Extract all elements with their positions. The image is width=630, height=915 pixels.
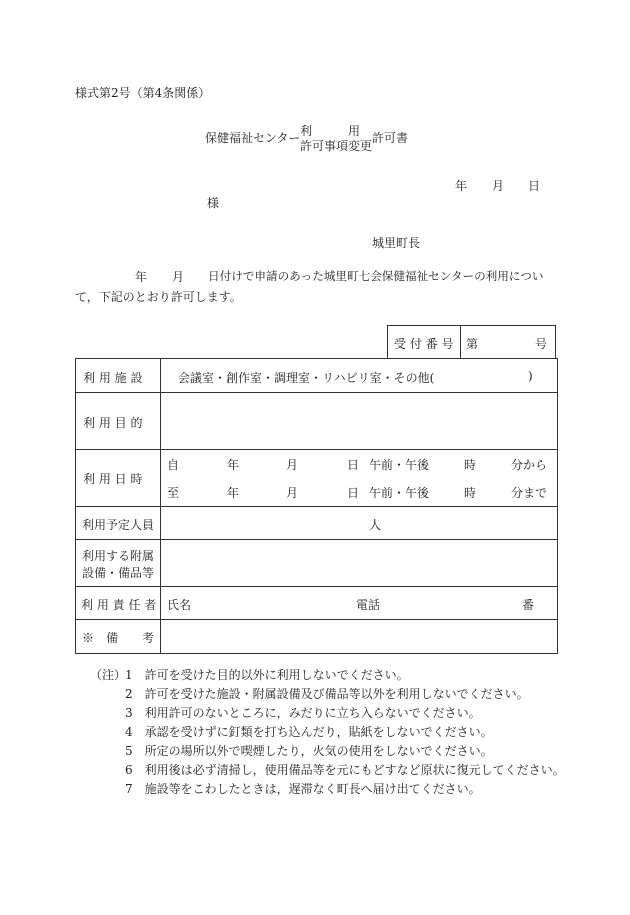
note-item-3 [125,704,481,721]
to-minute: 分まで [511,486,548,500]
notes-heading: （注） [90,668,127,682]
datetime-row [76,450,558,507]
form-number: 様式第2号（第4条関係） [75,86,211,100]
receipt-number-box [387,325,556,359]
title-option-change: 許可事項変更 [300,139,373,153]
facility-row [76,359,558,393]
to-year: 年 [227,486,240,500]
note-item-4 [125,723,493,740]
responsible-label: 利 用 責 任 者 [81,598,157,612]
note-text: 許可を受けた施設・附属設備及び備品等以外を利用しないでください。 [144,687,529,701]
equipment-label-line1: 利用する附属 [82,549,155,563]
body-year: 年 [135,270,148,284]
from-minute: 分から [511,458,548,472]
title-option-use: 利 用 [300,124,361,138]
people-row [76,507,558,540]
facility-label: 利 用 施 設 [83,371,143,385]
note-number: 3 [125,706,133,720]
note-item-5 [125,742,493,759]
purpose-row [76,393,558,450]
body-line1: 日付けで申請のあった城里町七会保健福祉センターの利用につい [208,269,544,283]
note-number: 2 [125,687,133,701]
addressee-suffix: 様 [207,196,220,210]
to-mark: 至 [167,486,180,500]
issuer-name: 城里町長 [372,236,421,250]
from-day: 日 [347,458,360,472]
receipt-prefix: 第 [466,337,479,351]
note-number: 4 [125,725,133,739]
receipt-suffix: 号 [534,337,547,351]
from-year: 年 [227,458,240,472]
note-item-1 [125,666,409,683]
equipment-field[interactable] [161,540,558,587]
people-unit: 人 [369,518,382,532]
from-hour: 時 [464,458,477,472]
receipt-number-field[interactable] [461,326,556,359]
purpose-label: 利 用 目 的 [83,416,143,430]
to-ampm: 午前・午後 [369,486,430,500]
datetime-field[interactable] [161,450,558,507]
remarks-field[interactable] [161,620,558,654]
datetime-label: 利 用 日 時 [83,472,143,486]
note-item-6 [125,761,565,778]
people-label: 利用予定人員 [82,518,155,532]
to-day: 日 [347,486,360,500]
responsible-row [76,587,558,620]
date-day: 日 [528,179,541,193]
date-month: 月 [492,179,505,193]
note-number: 6 [125,763,133,777]
from-mark: 自 [167,458,180,472]
note-number: 1 [125,668,133,682]
facility-options: 会議室・創作室・調理室・リハビリ室・その他( [178,371,435,385]
from-ampm: 午前・午後 [369,458,430,472]
responsible-number-suffix: 番 [522,598,535,612]
note-text: 施設等をこわしたときは，遅滞なく町長へ届け出てください。 [144,782,481,796]
note-text: 承認を受けずに釘類を打ち込んだり，貼紙をしないでください。 [144,725,493,739]
receipt-label-cell [388,326,461,359]
note-text: 許可を受けた目的以外に利用しないでください。 [144,668,409,682]
equipment-label-line2: 設備・備品等 [82,566,155,580]
responsible-field[interactable] [161,587,558,620]
people-field[interactable] [161,507,558,540]
date-year: 年 [455,179,468,193]
note-number: 7 [125,782,133,796]
receipt-label: 受 付 番 号 [394,337,454,351]
purpose-field[interactable] [161,393,558,450]
note-text: 利用後は必ず清掃し，使用備品等を元にもどすなど原状に復元してください。 [144,763,565,777]
note-text: 所定の場所以外で喫煙したり，火気の使用をしないでください。 [144,744,493,758]
to-month: 月 [286,486,299,500]
body-line2: て，下記のとおり許可します。 [75,290,242,304]
to-hour: 時 [464,486,477,500]
responsible-name-label: 氏名 [167,598,192,612]
body-month: 月 [172,270,185,284]
facility-close-paren: ) [528,369,533,383]
note-item-2 [125,685,529,702]
note-item-7 [125,780,481,797]
equipment-row [76,540,558,587]
responsible-phone-label: 電話 [356,598,381,612]
title-prefix: 保健福祉センター [205,131,301,145]
note-text: 利用許可のないところに，みだりに立ち入らないでください。 [144,706,481,720]
usage-details-table [75,358,558,654]
from-month: 月 [286,458,299,472]
facility-field[interactable] [161,359,558,393]
title-suffix: 許可書 [372,131,409,145]
remarks-label: ※ 備 考 [82,631,155,645]
note-number: 5 [125,744,133,758]
remarks-row [76,620,558,654]
